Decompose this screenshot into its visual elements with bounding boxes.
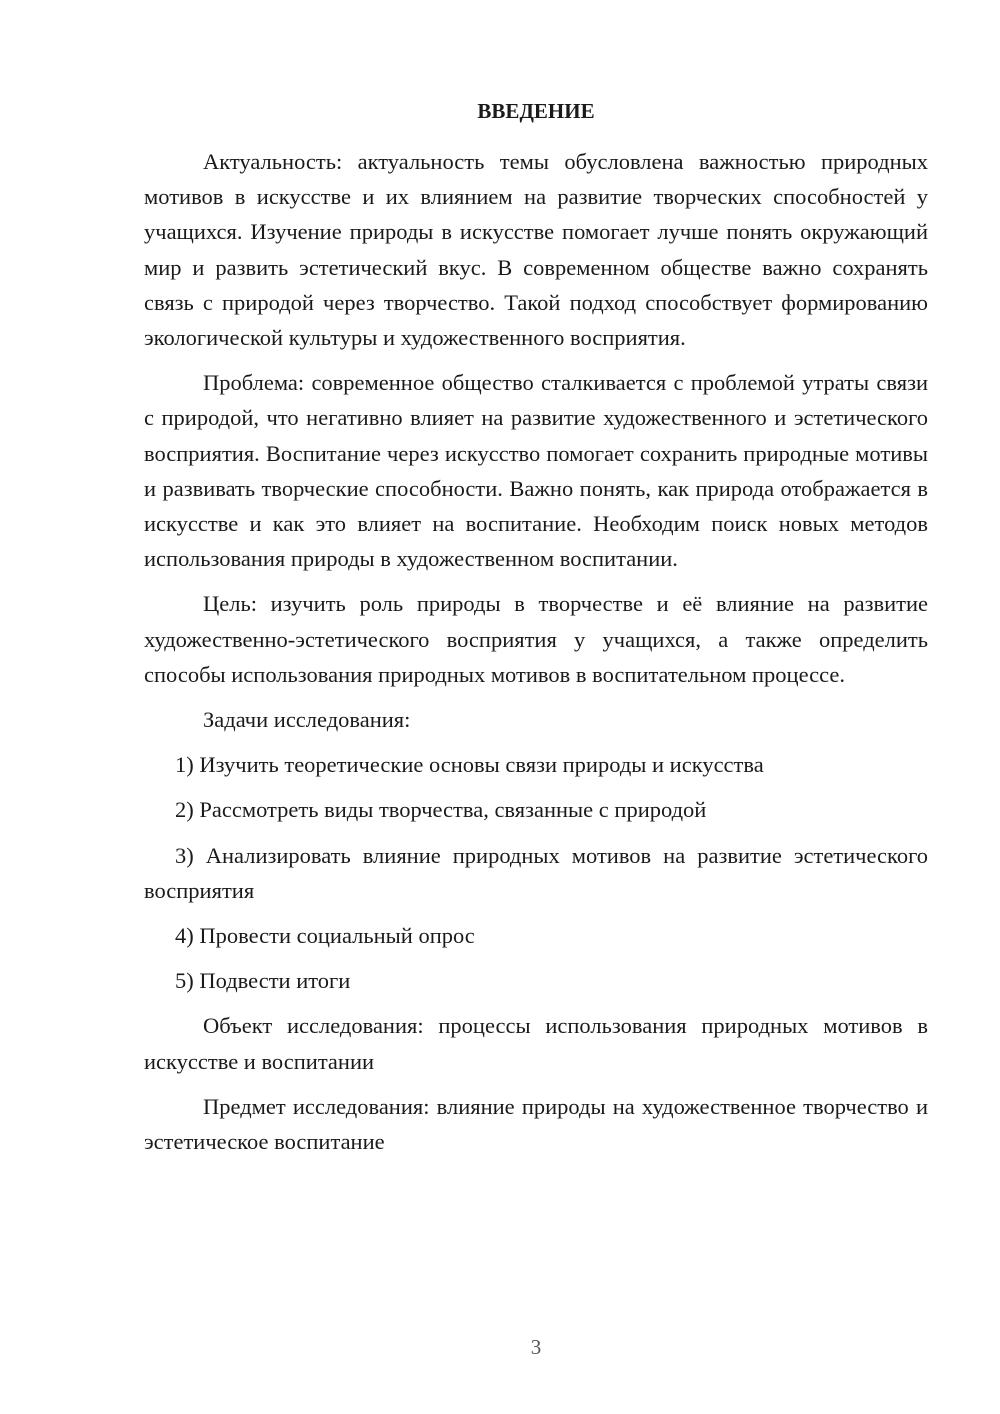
- list-item: 4) Провести социальный опрос: [175, 923, 475, 949]
- tasks-list: [144, 747, 928, 998]
- list-item: 1) Изучить теоретические основы связи природы и искусства: [175, 752, 764, 778]
- paragraph-goal: Цель: изучить роль природы в творчестве и её влияние на развитие художественно-эстетического восприятия у учащихся, а также определить способы использования природных мотивов в воспитательном процессе.: [144, 591, 928, 687]
- section-heading: ВВЕДЕНИЕ: [477, 99, 595, 123]
- page-number: 3: [530, 1335, 542, 1359]
- list-item: 3) Анализировать влияние природных мотивов на развитие эстетического восприятия: [144, 842, 928, 903]
- list-item: 2) Рассмотреть виды творчества, связанные с природой: [175, 797, 707, 823]
- document-page: [144, 96, 928, 1169]
- paragraph-subject: Предмет исследования: влияние природы на художественное творчество и эстетическое воспитание: [144, 1093, 928, 1155]
- paragraph-problem: Проблема: современное общество сталкивается с проблемой утраты связи с природой, что негативно влияет на развитие художественного и эстетического восприятия. Воспитание через искусство помогает сохранить природные мотивы и развивать творческие способности. Важно понять, как природа отображается в искусстве и как это влияет на воспитание. Необходим поиск новых методов использования природы в художественном воспитании.: [144, 370, 928, 572]
- paragraph-relevance: Актуальность: актуальность темы обусловлена важностью природных мотивов в искусстве и их влиянием на развитие творческих способностей у учащихся. Изучение природы в искусстве помогает лучше понять окружающий мир и развить эстетический вкус. В современном обществе важно сохранять связь с природой через творчество. Такой подход способствует формированию экологической культуры и художественного восприятия.: [144, 149, 928, 351]
- tasks-title: Задачи исследования:: [203, 707, 411, 733]
- paragraph-object: Объект исследования: процессы использования природных мотивов в искусстве и воспитании: [144, 1013, 928, 1074]
- list-item: 5) Подвести итоги: [175, 968, 351, 994]
